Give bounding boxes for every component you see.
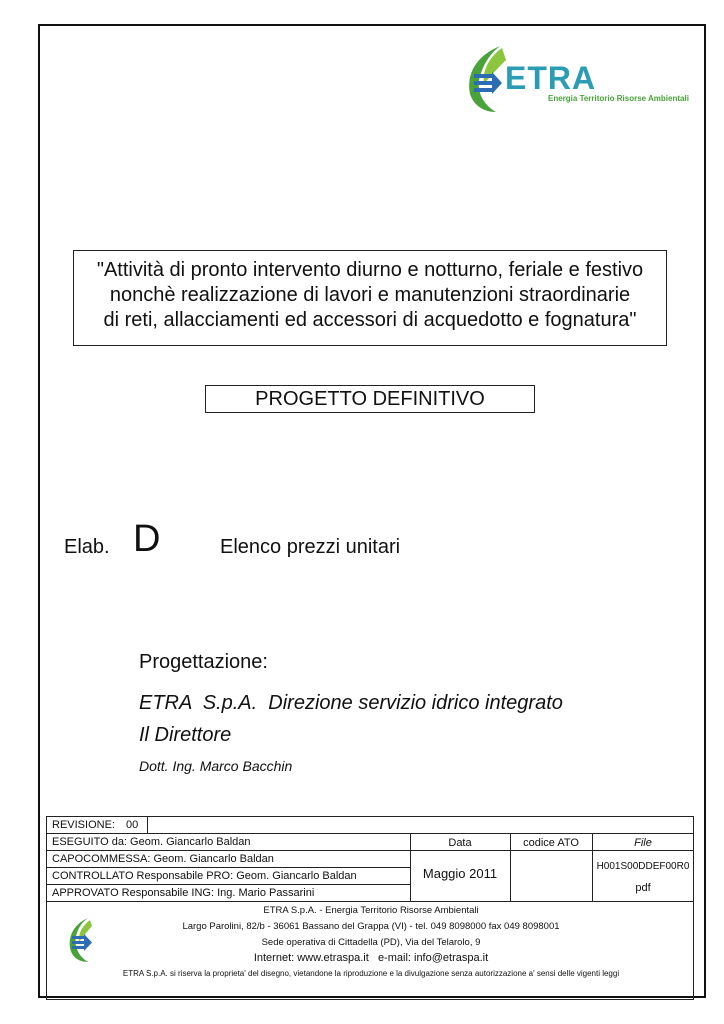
progettazione-organization: ETRA S.p.A. Direzione servizio idrico integrato: [139, 692, 563, 714]
title-line: "Attività di pronto intervento diurno e notturno, feriale e festivo: [96, 259, 644, 281]
file-code: H001S00DDEF00R0: [596, 861, 690, 872]
divider: [410, 850, 694, 851]
footer-office: Sede operativa di Cittadella (PD), Via del Telarolo, 9: [261, 937, 481, 948]
project-type-box: PROGETTO DEFINITIVO: [205, 385, 535, 413]
divider: [46, 867, 410, 868]
data-value: Maggio 2011: [422, 866, 498, 881]
data-header: Data: [448, 837, 472, 849]
title-line: di reti, allacciamenti ed accessori di acquedotto e fognatura": [103, 309, 637, 331]
footer-company: ETRA S.p.A. - Energia Territorio Risorse Ambientali: [263, 905, 479, 916]
row-eseguito: ESEGUITO da: Geom. Giancarlo Baldan: [52, 836, 251, 848]
divider: [147, 816, 148, 833]
footer-internet: Internet: www.etraspa.it e-mail: info@etraspa.it: [253, 952, 489, 964]
title-line: nonchè realizzazione di lavori e manutenzioni straordinarie: [109, 284, 631, 306]
revision-value: 00: [126, 819, 139, 831]
logo-wordmark: ETRA: [505, 60, 597, 96]
file-header: File: [634, 837, 652, 849]
logo-tagline: Energia Territorio Risorse Ambientali: [548, 94, 689, 103]
row-approvato: APPROVATO Responsabile ING: Ing. Mario Passarini: [52, 887, 315, 899]
row-controllato: CONTROLLATO Responsabile PRO: Geom. Giancarlo Baldan: [52, 870, 357, 882]
file-type: pdf: [635, 882, 651, 894]
progettazione-heading: Progettazione:: [139, 651, 268, 673]
elab-label: Elab.: [64, 536, 110, 558]
divider: [46, 884, 410, 885]
ato-header: codice ATO: [523, 837, 579, 849]
footer-address: Largo Parolini, 82/b - 36061 Bassano del Grappa (VI) - tel. 049 8098000 fax 049 8098001: [182, 921, 560, 932]
elab-letter: D: [133, 518, 161, 560]
footer-disclaimer: ETRA S.p.A. si riserva la proprieta' del disegno, vietandone la riproduzione e la divulgazione senza autorizzazione a' sensi delle vigenti leggi: [122, 969, 620, 978]
revision-label: REVISIONE:: [52, 819, 115, 831]
project-title-box: [73, 250, 667, 346]
progettazione-name: Dott. Ing. Marco Bacchin: [139, 758, 293, 774]
row-capocommessa: CAPOCOMMESSA: Geom. Giancarlo Baldan: [52, 853, 274, 865]
elab-description: Elenco prezzi unitari: [220, 536, 401, 558]
divider: [46, 833, 694, 834]
divider: [46, 850, 410, 851]
progettazione-role: Il Direttore: [139, 724, 232, 746]
divider: [46, 901, 694, 902]
